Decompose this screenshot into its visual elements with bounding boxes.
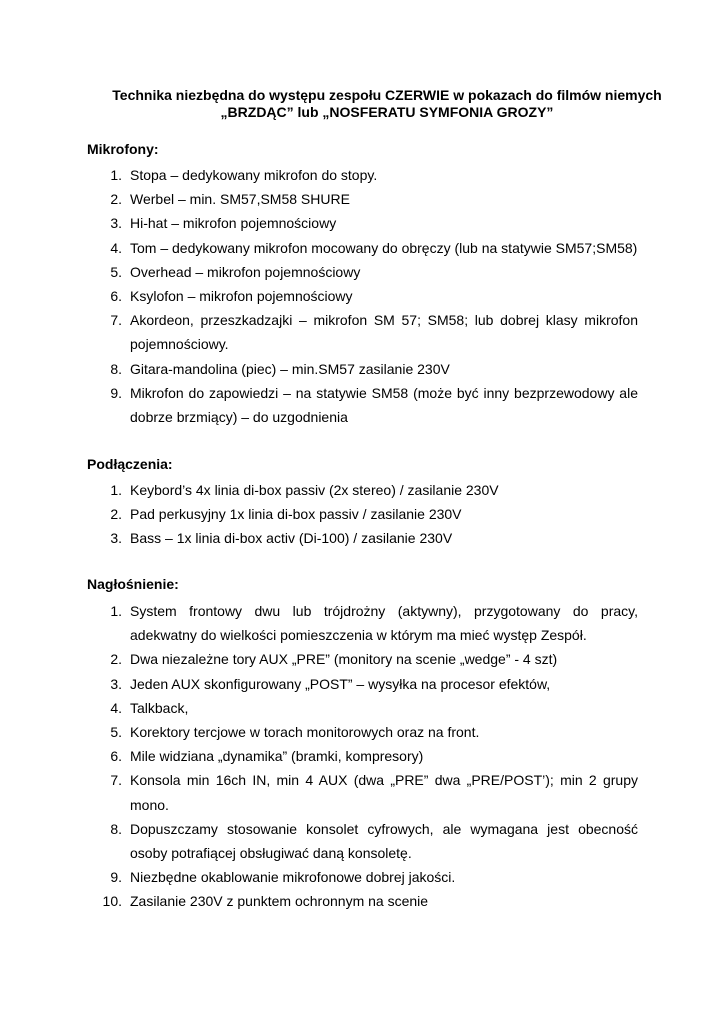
list-item <box>87 284 638 308</box>
item-number: 1. <box>110 167 122 183</box>
item-number: 4. <box>110 699 122 716</box>
item-number: 3. <box>110 215 122 232</box>
section-heading: Nagłośnienie: <box>87 576 179 592</box>
list-item <box>87 502 638 526</box>
list-item <box>87 211 638 235</box>
item-text: Jeden AUX skonfigurowany „POST” – wysyłka na procesor efektów, <box>130 675 551 692</box>
item-number: 4. <box>110 239 122 256</box>
list-item <box>87 696 638 720</box>
item-number: 7. <box>110 772 122 789</box>
list-item <box>87 599 638 647</box>
item-number: 9. <box>110 869 122 886</box>
item-text: System frontowy dwu lub trójdrożny (aktywny), przygotowany do pracy, adekwatny do wielkości pomieszczenia w którym ma mieć występ Zespół. <box>130 603 638 644</box>
document-title-line-1: Technika niezbędna do występu zespołu CZERWIE w pokazach do filmów niemych <box>112 87 662 103</box>
list-item <box>87 236 638 260</box>
list-item <box>87 889 638 913</box>
section-heading: Mikrofony: <box>87 141 159 157</box>
list-item <box>87 163 638 187</box>
item-text: Dopuszczamy stosowanie konsolet cyfrowych, ale wymagana jest obecność osoby potrafiącej obsługiwać daną konsoletę. <box>130 820 638 862</box>
item-text: Talkback, <box>130 699 189 716</box>
item-number: 2. <box>110 651 122 668</box>
item-number: 8. <box>110 360 122 377</box>
numbered-list <box>87 478 638 551</box>
item-text: Werbel – min. SM57,SM58 SHURE <box>130 191 350 208</box>
item-text: Bass – 1x linia di-box activ (Di-100) / zasilanie 230V <box>130 530 453 547</box>
list-item <box>87 865 638 889</box>
list-item <box>87 817 638 865</box>
item-number: 2. <box>110 506 122 523</box>
item-text: Keybord’s 4x linia di-box passiv (2x stereo) / zasilanie 230V <box>130 482 499 498</box>
list-item <box>87 260 638 284</box>
list-item <box>87 672 638 696</box>
item-number: 9. <box>110 384 122 401</box>
item-text: Ksylofon – mikrofon pojemnościowy <box>130 288 353 305</box>
item-text: Gitara-mandolina (piec) – min.SM57 zasilanie 230V <box>130 360 450 377</box>
list-item <box>87 308 638 356</box>
numbered-list <box>87 163 638 429</box>
item-text: Mikrofon do zapowiedzi – na statywie SM58 (może być inny bezprzewodowy ale dobrze brzmiący) – do uzgodnienia <box>130 384 638 426</box>
item-text: Stopa – dedykowany mikrofon do stopy. <box>130 167 378 183</box>
item-number: 1. <box>110 603 122 619</box>
section-podlaczenia <box>87 455 638 551</box>
item-text: Zasilanie 230V z punktem ochronnym na scenie <box>130 893 429 910</box>
item-text: Overhead – mikrofon pojemnościowy <box>130 263 361 280</box>
section-naglosnienie <box>87 575 638 914</box>
list-item <box>87 720 638 744</box>
item-text: Pad perkusyjny 1x linia di-box passiv / zasilanie 230V <box>130 506 462 523</box>
item-number: 10. <box>102 893 122 910</box>
section-heading: Podłączenia: <box>87 456 173 472</box>
item-text: Konsola min 16ch IN, min 4 AUX (dwa „PRE” dwa „PRE/POST’); min 2 grupy mono. <box>130 772 638 813</box>
item-text: Tom – dedykowany mikrofon mocowany do obręczy (lub na statywie SM57;SM58) <box>130 239 638 256</box>
item-text: Dwa niezależne tory AUX „PRE” (monitory na scenie „wedge” - 4 szt) <box>130 651 558 668</box>
list-item <box>87 478 638 502</box>
item-number: 2. <box>110 191 122 208</box>
list-item <box>87 526 638 550</box>
list-item <box>87 768 638 816</box>
list-item <box>87 381 638 429</box>
list-item <box>87 357 638 381</box>
item-number: 1. <box>110 482 122 498</box>
item-number: 7. <box>110 312 122 329</box>
list-item <box>87 647 638 671</box>
item-number: 3. <box>110 675 122 692</box>
item-text: Mile widziana „dynamika” (bramki, kompresory) <box>130 748 424 765</box>
item-number: 5. <box>110 263 122 280</box>
item-text: Hi-hat – mikrofon pojemnościowy <box>130 215 337 232</box>
item-number: 5. <box>110 724 122 741</box>
section-mikrofony <box>87 140 638 429</box>
numbered-list <box>87 599 638 914</box>
item-number: 6. <box>110 748 122 765</box>
item-number: 8. <box>110 820 122 837</box>
item-text: Korektory tercjowe w torach monitorowych oraz na front. <box>130 724 480 741</box>
list-item <box>87 187 638 211</box>
document-title-line-2: „BRZDĄC” lub „NOSFERATU SYMFONIA GROZY” <box>220 104 554 120</box>
list-item <box>87 744 638 768</box>
item-text: Akordeon, przeszkadzajki – mikrofon SM 57; SM58; lub dobrej klasy mikrofon pojemnościowy. <box>130 312 638 353</box>
item-number: 6. <box>110 288 122 305</box>
item-text: Niezbędne okablowanie mikrofonowe dobrej jakości. <box>130 869 456 886</box>
item-number: 3. <box>110 530 122 547</box>
